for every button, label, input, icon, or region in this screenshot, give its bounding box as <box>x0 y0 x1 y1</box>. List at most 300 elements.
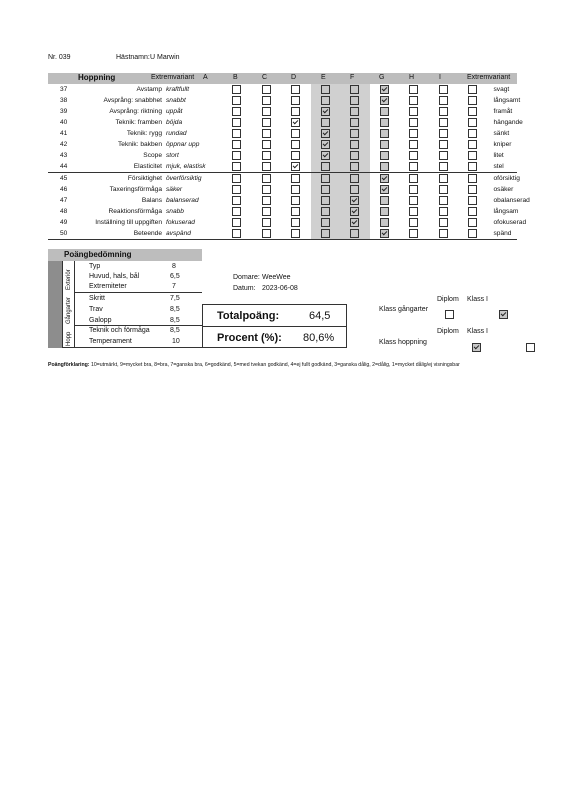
rating-checkbox-g[interactable] <box>409 118 418 127</box>
score-item-name: Typ <box>89 263 101 270</box>
rating-checkbox-d[interactable] <box>321 185 330 194</box>
variant-right-header: Extremvariant <box>467 74 511 81</box>
rating-cell <box>399 117 429 128</box>
rating-checkbox-b[interactable] <box>262 196 271 205</box>
rating-checkbox-e[interactable] <box>350 85 359 94</box>
score-item-value: 8,5 <box>170 327 180 334</box>
group-label-gangarter: Gångarter <box>66 296 72 324</box>
rating-checkbox-b[interactable] <box>262 162 271 171</box>
total-score-label: Totalpoäng: <box>217 310 280 322</box>
rating-checkbox-f[interactable] <box>380 196 389 205</box>
rating-checkbox-i[interactable] <box>468 174 477 183</box>
rating-checkbox-f[interactable] <box>380 118 389 127</box>
criteria-name: Teknik: bakben <box>118 141 162 148</box>
criteria-number: 40 <box>60 119 68 126</box>
rating-cell <box>222 184 252 195</box>
rating-checkbox-i[interactable] <box>468 162 477 171</box>
rating-cell <box>370 139 400 150</box>
rating-checkbox-a[interactable] <box>232 85 241 94</box>
rating-checkbox-h[interactable] <box>439 151 448 160</box>
criteria-row <box>48 195 517 206</box>
rating-cell <box>252 139 282 150</box>
rating-cell <box>281 206 311 217</box>
score-item-name: Teknik och förmåga <box>89 327 150 334</box>
rating-checkbox-d[interactable] <box>321 96 330 105</box>
rating-cell <box>252 173 282 185</box>
rating-cell <box>399 228 429 240</box>
rating-cell <box>281 217 311 228</box>
rating-checkbox-i[interactable] <box>468 151 477 160</box>
criteria-extreme-variant: framåt <box>493 108 513 115</box>
scoring-divider <box>74 325 202 326</box>
rating-checkbox-d[interactable] <box>321 207 330 216</box>
criteria-name: Reaktionsförmåga <box>108 208 162 215</box>
score-item-name: Trav <box>89 306 103 313</box>
rating-cell <box>222 139 252 150</box>
rating-checkbox-a[interactable] <box>232 96 241 105</box>
criteria-title: Hoppning <box>78 73 116 82</box>
rating-cell <box>281 150 311 161</box>
diplom-header: Diplom <box>437 296 459 303</box>
criteria-row <box>48 217 517 228</box>
rating-checkbox-b[interactable] <box>262 140 271 149</box>
scoring-divider <box>62 261 63 348</box>
rating-cell <box>252 150 282 161</box>
rating-checkbox-e[interactable] <box>350 151 359 160</box>
rating-cell <box>370 161 400 173</box>
rating-cell <box>399 128 429 139</box>
rating-checkbox-c[interactable] <box>291 207 300 216</box>
rating-checkbox-h[interactable] <box>439 129 448 138</box>
rating-checkbox-h[interactable] <box>439 96 448 105</box>
criteria-name: Avsprång: snabbhet <box>103 97 162 104</box>
rating-checkbox-a[interactable] <box>232 140 241 149</box>
criteria-number: 43 <box>60 152 68 159</box>
criteria-variant: överförsiktig <box>166 173 222 185</box>
rating-cell <box>281 128 311 139</box>
gangarter-diplom-checkbox[interactable] <box>445 310 454 319</box>
score-item-value: 7,5 <box>170 295 180 302</box>
rating-checkbox-f[interactable] <box>380 207 389 216</box>
rating-checkbox-g[interactable] <box>409 85 418 94</box>
rating-checkbox-h[interactable] <box>439 162 448 171</box>
rating-checkbox-f[interactable] <box>380 96 389 105</box>
document-number: Nr. 039 <box>48 54 71 61</box>
rating-checkbox-e[interactable] <box>350 107 359 116</box>
rating-checkbox-e[interactable] <box>350 174 359 183</box>
score-item-name: Temperament <box>89 338 132 345</box>
rating-checkbox-c[interactable] <box>291 151 300 160</box>
rating-checkbox-h[interactable] <box>439 229 448 238</box>
rating-cell <box>458 195 488 206</box>
rating-cell <box>252 161 282 173</box>
rating-checkbox-g[interactable] <box>409 140 418 149</box>
rating-cell <box>311 128 341 139</box>
criteria-name: Beteende <box>94 228 166 240</box>
scoring-divider <box>74 261 75 348</box>
criteria-name: Teknik: rygg <box>126 130 162 137</box>
criteria-variant: mjuk, elastisk <box>166 163 206 170</box>
rating-checkbox-i[interactable] <box>468 129 477 138</box>
rating-cell <box>222 95 252 106</box>
criteria-variant: stort <box>166 152 179 159</box>
rating-cell <box>399 106 429 117</box>
criteria-variant: snabbt <box>166 97 186 104</box>
rating-checkbox-a[interactable] <box>232 151 241 160</box>
criteria-name: Scope <box>143 152 162 159</box>
rating-cell <box>370 150 400 161</box>
rating-checkbox-b[interactable] <box>262 151 271 160</box>
criteria-name: Försiktighet <box>94 173 166 185</box>
rating-checkbox-f[interactable] <box>380 174 389 183</box>
criteria-number: 47 <box>60 197 68 204</box>
scoring-title-bar <box>48 249 202 261</box>
criteria-row <box>48 106 517 117</box>
rating-checkbox-i[interactable] <box>468 218 477 227</box>
criteria-number: 44 <box>60 163 68 170</box>
criteria-number: 42 <box>60 141 68 148</box>
klass-header: Klass I <box>467 328 489 335</box>
total-score-value: 64,5 <box>309 310 331 322</box>
rating-checkbox-e[interactable] <box>350 196 359 205</box>
score-item-name: Galopp <box>89 317 112 324</box>
criteria-variant: balanserad <box>166 197 199 204</box>
rating-cell <box>429 195 459 206</box>
rating-cell <box>340 106 370 117</box>
rating-checkbox-g[interactable] <box>409 162 418 171</box>
criteria-extreme-variant: obalanserad <box>493 197 530 204</box>
group-label-hopp: Hopp <box>66 331 72 346</box>
rating-cell <box>429 217 459 228</box>
rating-checkbox-f[interactable] <box>380 107 389 116</box>
rating-cell <box>281 161 311 173</box>
rating-checkbox-h[interactable] <box>439 107 448 116</box>
rating-cell <box>458 128 488 139</box>
rating-checkbox-h[interactable] <box>439 85 448 94</box>
rating-checkbox-e[interactable] <box>350 229 359 238</box>
rating-checkbox-g[interactable] <box>409 129 418 138</box>
rating-cell <box>399 217 429 228</box>
column-c-header: C <box>262 74 268 81</box>
rating-cell <box>370 184 400 195</box>
rating-checkbox-c[interactable] <box>291 85 300 94</box>
rating-cell <box>370 106 400 117</box>
hoppning-diplom-checkbox[interactable] <box>472 343 481 352</box>
score-legend-label: Poängförklaring: <box>48 362 90 368</box>
rating-checkbox-b[interactable] <box>262 129 271 138</box>
rating-cell <box>458 217 488 228</box>
rating-checkbox-b[interactable] <box>262 185 271 194</box>
rating-checkbox-e[interactable] <box>350 185 359 194</box>
rating-cell <box>311 173 341 185</box>
rating-checkbox-f[interactable] <box>380 140 389 149</box>
rating-checkbox-i[interactable] <box>468 85 477 94</box>
rating-checkbox-i[interactable] <box>468 107 477 116</box>
rating-cell <box>311 217 341 228</box>
criteria-number: 46 <box>60 186 68 193</box>
rating-checkbox-i[interactable] <box>468 140 477 149</box>
scoring-title: Poängbedömning <box>64 250 132 259</box>
score-item-value: 6,5 <box>170 273 180 280</box>
rating-checkbox-c[interactable] <box>291 174 300 183</box>
rating-checkbox-c[interactable] <box>291 118 300 127</box>
rating-cell <box>429 128 459 139</box>
rating-cell <box>340 95 370 106</box>
rating-checkbox-f[interactable] <box>380 162 389 171</box>
rating-cell <box>458 117 488 128</box>
rating-cell <box>222 117 252 128</box>
criteria-variant: snabb <box>166 208 184 215</box>
rating-checkbox-i[interactable] <box>468 185 477 194</box>
rating-checkbox-a[interactable] <box>232 229 241 238</box>
criteria-name: Avsprång: riktning <box>109 108 162 115</box>
rating-cell <box>429 228 459 240</box>
rating-cell <box>281 195 311 206</box>
total-score-box <box>202 304 347 327</box>
percent-label: Procent (%): <box>217 332 282 344</box>
rating-cell <box>429 161 459 173</box>
rating-checkbox-c[interactable] <box>291 129 300 138</box>
rating-cell <box>311 95 341 106</box>
rating-checkbox-h[interactable] <box>439 207 448 216</box>
rating-cell <box>429 173 459 185</box>
rating-checkbox-b[interactable] <box>262 107 271 116</box>
rating-checkbox-b[interactable] <box>262 229 271 238</box>
rating-cell <box>340 150 370 161</box>
rating-checkbox-g[interactable] <box>409 218 418 227</box>
rating-checkbox-d[interactable] <box>321 118 330 127</box>
rating-cell <box>281 139 311 150</box>
rating-checkbox-c[interactable] <box>291 96 300 105</box>
rating-cell <box>340 173 370 185</box>
criteria-name: Teknik: framben <box>115 119 162 126</box>
rating-checkbox-a[interactable] <box>232 162 241 171</box>
rating-cell <box>340 139 370 150</box>
rating-cell <box>458 161 488 173</box>
rating-checkbox-d[interactable] <box>321 107 330 116</box>
klass-hoppning-label: Klass hoppning <box>379 339 427 346</box>
rating-checkbox-e[interactable] <box>350 96 359 105</box>
rating-checkbox-i[interactable] <box>468 196 477 205</box>
rating-checkbox-f[interactable] <box>380 185 389 194</box>
criteria-number: 45 <box>48 173 94 185</box>
rating-cell <box>311 184 341 195</box>
rating-checkbox-d[interactable] <box>321 85 330 94</box>
hoppning-klass-checkbox[interactable] <box>526 343 535 352</box>
rating-cell <box>311 195 341 206</box>
rating-checkbox-g[interactable] <box>409 185 418 194</box>
rating-cell <box>222 161 252 173</box>
column-a-header: A <box>203 74 208 81</box>
rating-checkbox-a[interactable] <box>232 174 241 183</box>
rating-cell <box>252 195 282 206</box>
rating-checkbox-d[interactable] <box>321 196 330 205</box>
rating-cell <box>252 106 282 117</box>
rating-checkbox-e[interactable] <box>350 129 359 138</box>
criteria-name: Taxeringsförmåga <box>109 186 162 193</box>
score-item-value: 10 <box>172 338 180 345</box>
criteria-number: 41 <box>60 130 68 137</box>
criteria-extreme-variant: hängande <box>493 119 523 126</box>
rating-cell <box>429 106 459 117</box>
rating-checkbox-d[interactable] <box>321 140 330 149</box>
rating-checkbox-e[interactable] <box>350 207 359 216</box>
rating-checkbox-i[interactable] <box>468 229 477 238</box>
criteria-number: 39 <box>60 108 68 115</box>
score-item-name: Extremiteter <box>89 283 127 290</box>
criteria-row <box>48 95 517 106</box>
rating-cell <box>370 228 400 240</box>
rating-cell <box>311 161 341 173</box>
rating-checkbox-b[interactable] <box>262 174 271 183</box>
rating-checkbox-g[interactable] <box>409 151 418 160</box>
rating-cell <box>281 228 311 240</box>
rating-checkbox-b[interactable] <box>262 218 271 227</box>
rating-checkbox-i[interactable] <box>468 118 477 127</box>
rating-cell <box>458 106 488 117</box>
rating-checkbox-a[interactable] <box>232 129 241 138</box>
rating-checkbox-d[interactable] <box>321 229 330 238</box>
rating-cell <box>370 173 400 185</box>
rating-cell <box>311 84 341 95</box>
rating-checkbox-g[interactable] <box>409 174 418 183</box>
criteria-extreme-variant: långsamt <box>493 97 521 104</box>
rating-checkbox-f[interactable] <box>380 229 389 238</box>
rating-cell <box>222 106 252 117</box>
rating-checkbox-d[interactable] <box>321 218 330 227</box>
rating-checkbox-a[interactable] <box>232 218 241 227</box>
criteria-extreme-variant: långsam <box>493 208 519 215</box>
rating-checkbox-a[interactable] <box>232 185 241 194</box>
rating-checkbox-c[interactable] <box>291 196 300 205</box>
rating-cell <box>458 206 488 217</box>
rating-checkbox-d[interactable] <box>321 129 330 138</box>
rating-checkbox-g[interactable] <box>409 196 418 205</box>
rating-checkbox-h[interactable] <box>439 196 448 205</box>
rating-checkbox-a[interactable] <box>232 118 241 127</box>
rating-checkbox-h[interactable] <box>439 185 448 194</box>
rating-cell <box>399 150 429 161</box>
rating-checkbox-e[interactable] <box>350 218 359 227</box>
rating-cell <box>252 228 282 240</box>
column-d-header: D <box>291 74 297 81</box>
rating-cell <box>252 117 282 128</box>
rating-checkbox-i[interactable] <box>468 96 477 105</box>
rating-cell <box>311 150 341 161</box>
criteria-row <box>48 184 517 195</box>
rating-checkbox-i[interactable] <box>468 207 477 216</box>
rating-checkbox-f[interactable] <box>380 129 389 138</box>
rating-checkbox-d[interactable] <box>321 162 330 171</box>
rating-checkbox-g[interactable] <box>409 229 418 238</box>
rating-checkbox-h[interactable] <box>439 140 448 149</box>
criteria-extreme-variant: osäker <box>493 186 514 193</box>
rating-cell <box>399 184 429 195</box>
rating-checkbox-a[interactable] <box>232 107 241 116</box>
klass-header: Klass I <box>467 296 489 303</box>
column-e-header: E <box>321 74 326 81</box>
date-value: 2023-06-08 <box>262 285 298 292</box>
rating-checkbox-h[interactable] <box>439 218 448 227</box>
date-label: Datum: <box>233 285 256 292</box>
gangarter-klass-checkbox[interactable] <box>499 310 508 319</box>
rating-cell <box>222 173 252 185</box>
column-g-header: G <box>379 74 385 81</box>
rating-checkbox-b[interactable] <box>262 85 271 94</box>
score-item-name: Huvud, hals, bål <box>89 273 140 280</box>
column-h-header: H <box>409 74 415 81</box>
rating-checkbox-h[interactable] <box>439 118 448 127</box>
rating-cell <box>281 84 311 95</box>
judge-label: Domare: <box>233 274 260 281</box>
rating-checkbox-d[interactable] <box>321 174 330 183</box>
criteria-variant: säker <box>166 186 183 193</box>
rating-checkbox-b[interactable] <box>262 96 271 105</box>
criteria-variant: rundad <box>166 130 187 137</box>
rating-checkbox-e[interactable] <box>350 140 359 149</box>
rating-cell <box>399 173 429 185</box>
rating-checkbox-c[interactable] <box>291 218 300 227</box>
rating-cell <box>429 139 459 150</box>
rating-checkbox-c[interactable] <box>291 140 300 149</box>
rating-checkbox-c[interactable] <box>291 162 300 171</box>
rating-checkbox-h[interactable] <box>439 174 448 183</box>
rating-checkbox-e[interactable] <box>350 162 359 171</box>
rating-cell <box>458 228 488 240</box>
percent-box <box>202 326 347 348</box>
rating-checkbox-e[interactable] <box>350 118 359 127</box>
rating-cell <box>399 206 429 217</box>
rating-cell <box>281 173 311 185</box>
rating-cell <box>340 161 370 173</box>
rating-cell <box>252 128 282 139</box>
rating-cell <box>370 217 400 228</box>
rating-cell <box>222 84 252 95</box>
rating-checkbox-c[interactable] <box>291 185 300 194</box>
rating-checkbox-a[interactable] <box>232 196 241 205</box>
score-item-value: 8,5 <box>170 317 180 324</box>
rating-checkbox-c[interactable] <box>291 107 300 116</box>
rating-checkbox-g[interactable] <box>409 96 418 105</box>
rating-checkbox-g[interactable] <box>409 207 418 216</box>
rating-checkbox-f[interactable] <box>380 218 389 227</box>
rating-cell <box>429 150 459 161</box>
rating-cell <box>458 84 488 95</box>
criteria-variant: fokuserad <box>166 219 195 226</box>
rating-checkbox-b[interactable] <box>262 207 271 216</box>
rating-checkbox-g[interactable] <box>409 107 418 116</box>
criteria-extreme-variant: litet <box>493 152 504 159</box>
rating-checkbox-f[interactable] <box>380 85 389 94</box>
rating-cell <box>370 128 400 139</box>
criteria-extreme-variant: stel <box>493 163 504 170</box>
rating-cell <box>458 139 488 150</box>
rating-checkbox-c[interactable] <box>291 229 300 238</box>
criteria-row <box>48 206 517 217</box>
rating-checkbox-f[interactable] <box>380 151 389 160</box>
rating-checkbox-b[interactable] <box>262 118 271 127</box>
rating-checkbox-d[interactable] <box>321 151 330 160</box>
column-f-header: F <box>350 74 355 81</box>
rating-cell <box>281 95 311 106</box>
column-b-header: B <box>233 74 238 81</box>
percent-value: 80,6% <box>303 332 335 344</box>
criteria-extreme-variant: svagt <box>493 86 510 93</box>
rating-cell <box>222 228 252 240</box>
criteria-variant: böjda <box>166 119 183 126</box>
rating-checkbox-a[interactable] <box>232 207 241 216</box>
rating-cell <box>429 184 459 195</box>
